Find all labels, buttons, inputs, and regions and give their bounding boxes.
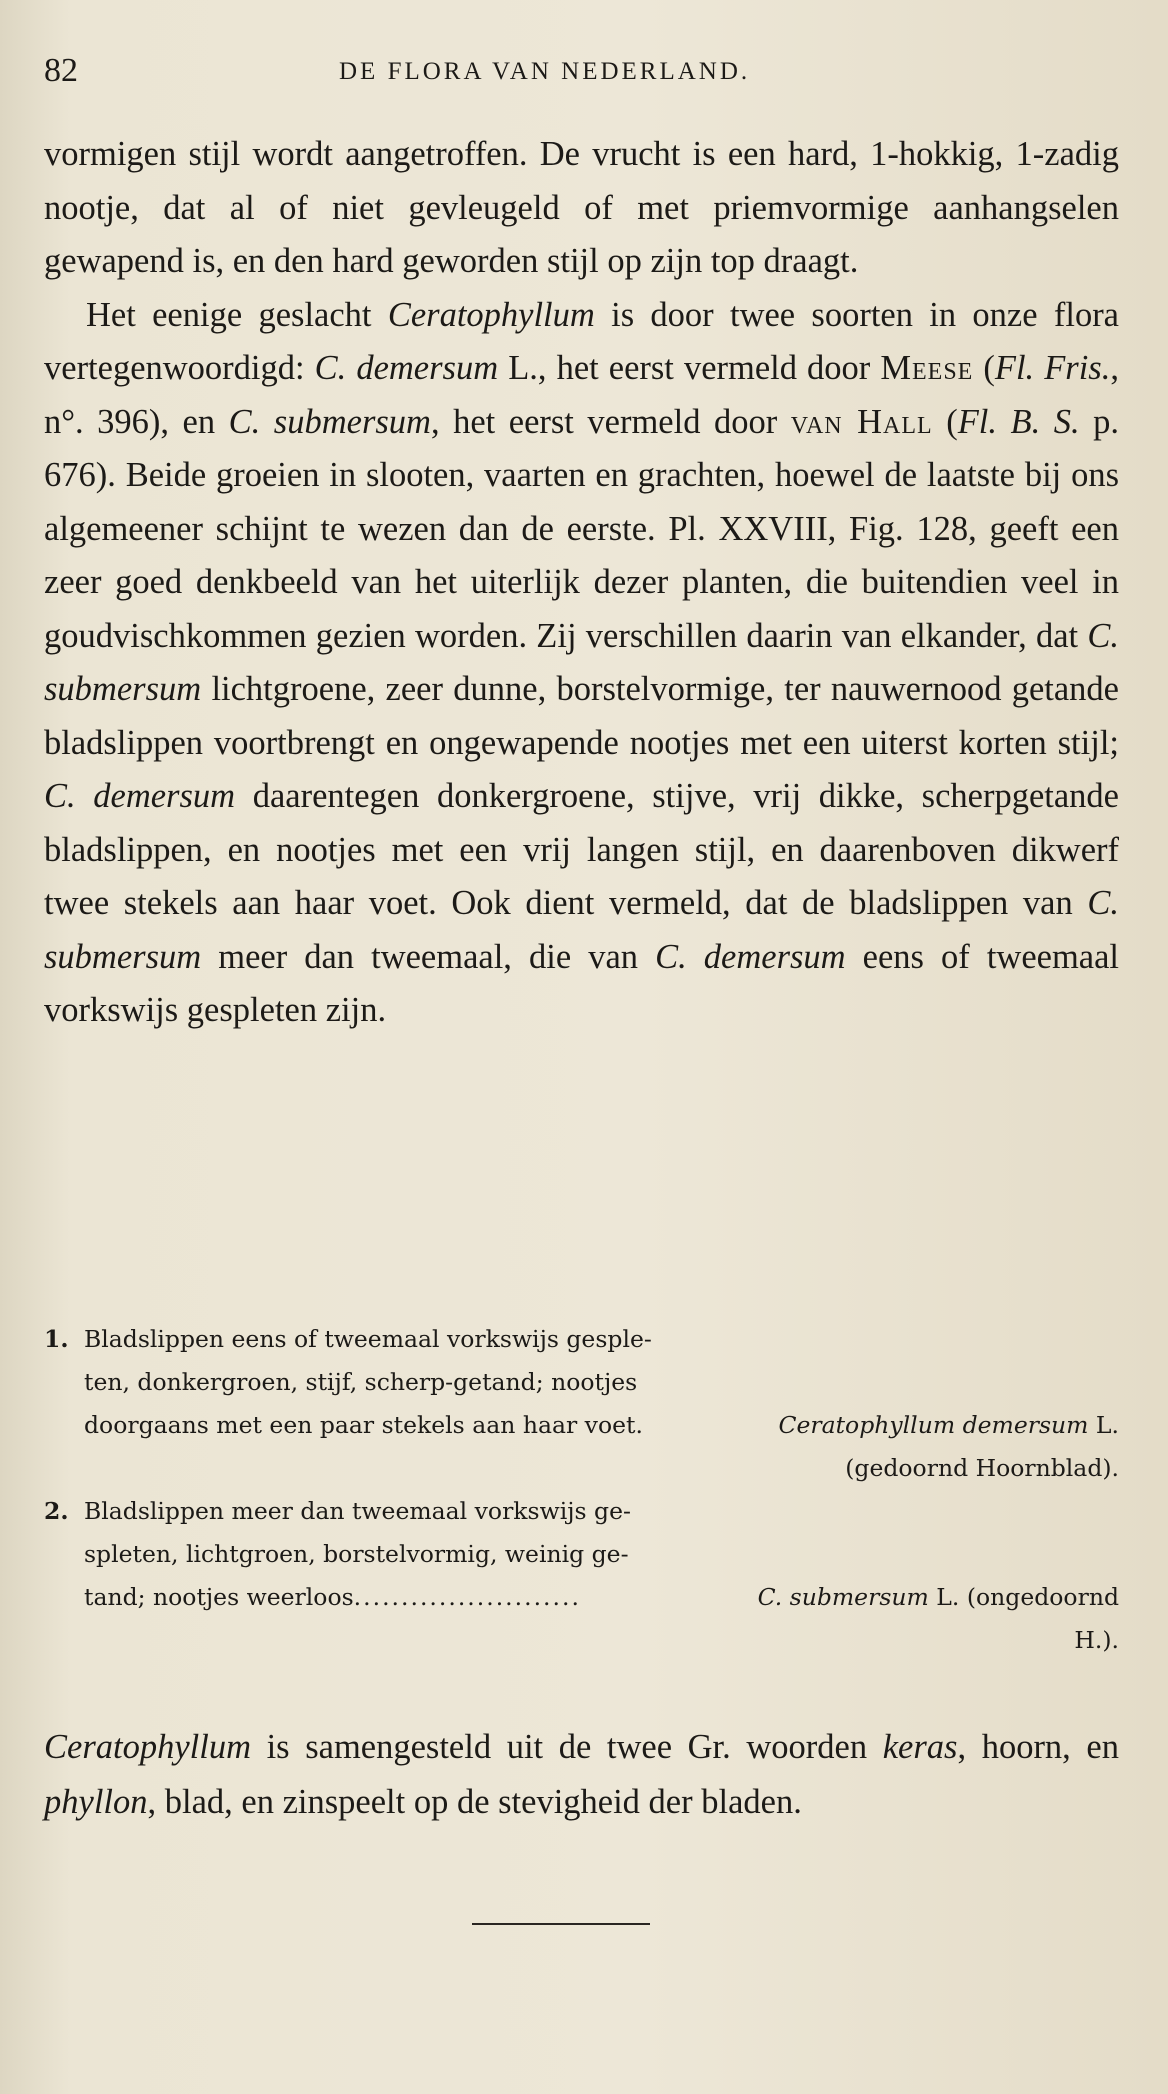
taxon-author: L.	[1095, 1411, 1119, 1439]
author-name: van Hall	[790, 402, 933, 441]
key-item-1	[44, 1318, 1119, 1490]
greek-word: keras	[882, 1728, 958, 1766]
identification-key	[44, 1318, 1119, 1662]
key-line: spleten, lichtgroen, borstelvormig, weinig ge-	[84, 1540, 629, 1568]
key-text-run: tand; nootjes weerloos	[84, 1583, 354, 1611]
text-run: (	[932, 402, 958, 441]
text-run: Het eenige geslacht	[86, 295, 388, 334]
text-run: meer dan tweemaal, die van	[201, 937, 656, 976]
paragraph-continued: vormigen stijl wordt aangetroffen. De vrucht is een hard, 1-hokkig, 1-zadig nootje, dat al of niet gevleugeld of met priemvormige aanhangselen gewapend is, en den hard geworden stijl op zijn top draagt.	[44, 135, 1119, 280]
key-common-name: H.).	[1074, 1626, 1119, 1654]
species-name: C. demersum	[655, 937, 846, 976]
key-taxon	[758, 1576, 1119, 1619]
text-run: is door twee soorten in onze flora vertegenwoordigd:	[44, 295, 1119, 387]
key-number: 1.	[44, 1325, 69, 1353]
species-name: C. demersum	[44, 777, 236, 815]
taxon-name: C. submersum	[757, 1583, 929, 1611]
species-name: C. submersum	[44, 616, 1119, 708]
genus-name: Ceratophyllum	[387, 295, 595, 334]
key-line: Bladslippen meer dan tweemaal vorkswijs ge-	[84, 1497, 631, 1525]
etymology-paragraph	[44, 1720, 1119, 1830]
page-header	[44, 52, 1124, 96]
key-line	[44, 1404, 1119, 1447]
taxon-author: L. (ongedoornd	[936, 1583, 1119, 1611]
text-run: , n°. 396), en	[44, 349, 1119, 441]
leader-dots: ........................	[353, 1583, 581, 1611]
work-title: Fl. B. S.	[957, 402, 1080, 441]
species-name: C. submersum	[44, 884, 1119, 976]
key-taxon	[778, 1404, 1119, 1447]
key-common-name: (gedoornd Hoornblad).	[845, 1454, 1119, 1482]
work-title: Fl. Fris.	[994, 349, 1111, 387]
section-divider	[472, 1923, 650, 1925]
key-text	[84, 1576, 581, 1619]
text-run: , hoorn, en	[957, 1728, 1119, 1766]
key-line	[44, 1576, 1119, 1619]
key-text: doorgaans met een paar stekels aan haar voet.	[84, 1411, 643, 1439]
text-run: daarentegen donkergroene, stijve, vrij dikke, scherpgetande bladslippen, en nootjes met een vrij langen stijl, en daarenboven dikwerf twee stekels aan haar voet. Ook dient vermeld, dat de bladslippen van	[44, 777, 1119, 922]
key-item-2	[44, 1490, 1119, 1662]
text-run: p. 676). Beide groeien in slooten, vaarten en grachten, hoewel de laatste bij ons algemeener schijnt te wezen dan de eerste. Pl. XXVIII, Fig. 128, geeft een zeer goed denkbeeld van het uiterlijk dezer planten, die buitendien veel in goudvischkommen gezien worden. Zij verschillen daarin van elkander, dat	[44, 402, 1119, 655]
taxon-name: Ceratophyllum demersum	[778, 1411, 1089, 1439]
running-title: DE FLORA VAN NEDERLAND.	[339, 58, 751, 85]
page-number: 82	[44, 52, 78, 89]
key-line: ten, donkergroen, stijf, scherp-getand; nootjes	[84, 1368, 638, 1396]
text-run: , het eerst vermeld door	[430, 402, 791, 441]
greek-word: phyllon	[44, 1783, 148, 1821]
main-text	[44, 128, 1119, 1038]
text-run: (	[973, 349, 995, 387]
text-run: lichtgroene, zeer dunne, borstelvormige, ter nauwernood getande bladslippen voortbrengt en ongewapende nootjes met een uiterst korten stijl;	[44, 670, 1119, 762]
text-run: is samengesteld uit de twee Gr. woorden	[250, 1728, 883, 1766]
genus-name: Ceratophyllum	[44, 1728, 251, 1766]
text-run: , blad, en zinspeelt op de stevigheid der bladen.	[147, 1783, 802, 1821]
species-name: C. submersum	[228, 402, 431, 441]
paragraph-genus-description	[44, 289, 1119, 1038]
species-name: C. demersum	[314, 349, 499, 387]
key-line: Bladslippen eens of tweemaal vorkswijs gesple-	[84, 1325, 652, 1353]
text-run: eens of tweemaal vorkswijs gespleten zijn.	[44, 937, 1119, 1029]
text-run: L., het eerst vermeld door	[498, 349, 881, 387]
author-name: Meese	[880, 349, 974, 387]
key-number: 2.	[44, 1497, 69, 1525]
etymology-text	[44, 1720, 1119, 1830]
